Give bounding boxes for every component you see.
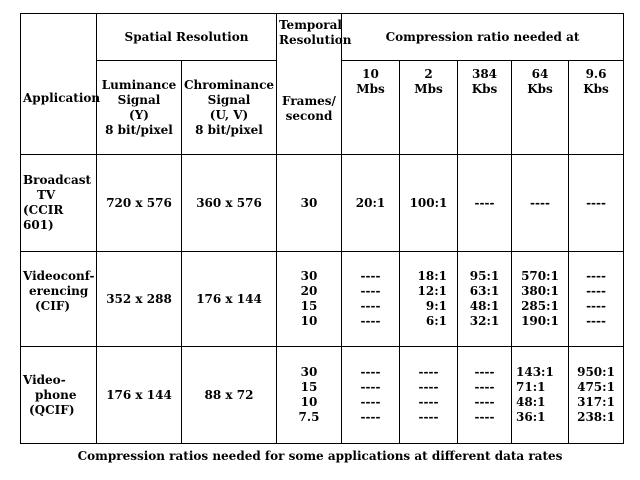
header-chrominance-line-4: 8 bit/pixel	[195, 122, 263, 137]
row-chrominance: 360 x 576	[182, 155, 277, 252]
row-ratio-value: ----	[418, 410, 439, 424]
row-ratio-9-6kbs	[569, 347, 624, 444]
row-ratio-value: ----	[418, 380, 439, 394]
header-rate-2mbs-value: 2	[424, 67, 433, 81]
row-ratio-value: 238:1	[577, 410, 615, 424]
row-ratio-10mbs: 20:1	[342, 155, 400, 252]
row-app-line: erencing	[29, 283, 89, 298]
header-temporal	[277, 14, 352, 155]
row-ratio-value: ----	[360, 269, 381, 283]
row-ratio-value: ----	[360, 380, 381, 394]
row-ratio-value: ----	[474, 395, 495, 409]
row-fps-value: 10	[300, 395, 318, 409]
row-ratio-value: 190:1	[521, 314, 559, 328]
row-ratio-64kbs	[512, 252, 569, 347]
row-ratio-value: ----	[360, 284, 381, 298]
row-fps	[277, 252, 342, 347]
row-luminance: 176 x 144	[97, 347, 182, 444]
row-ratio-2mbs	[400, 252, 458, 347]
row-ratio-value: ----	[360, 365, 381, 379]
row-luminance: 720 x 576	[97, 155, 182, 252]
row-ratio-value: ----	[586, 284, 606, 298]
row-ratio-value: 12:1	[417, 284, 447, 298]
table-row	[21, 252, 624, 347]
header-frames-line-1: Frames/	[282, 94, 336, 108]
row-ratio-value: 63:1	[469, 284, 500, 298]
row-ratio-384kbs	[458, 252, 512, 347]
header-frames-line-2: second	[285, 109, 333, 123]
row-ratio-value: 950:1	[577, 365, 615, 379]
row-ratio-value: 570:1	[521, 269, 559, 283]
table-caption: Compression ratios needed for some applications at different data rates	[77, 449, 563, 463]
row-app-line: TV	[37, 188, 56, 202]
header-spatial: Spatial Resolution	[97, 14, 277, 61]
row-ratio-384kbs	[458, 347, 512, 444]
row-ratio-value: 285:1	[521, 299, 559, 313]
header-rate-9-6kbs-value: 9.6	[585, 67, 607, 81]
row-ratio-10mbs	[342, 347, 400, 444]
row-ratio-value: ----	[474, 380, 495, 394]
header-application-label: Application	[23, 91, 101, 105]
row-fps-value: 7.5	[298, 410, 320, 424]
row-app-line: (CCIR 601)	[23, 203, 64, 232]
header-luminance-line-3: (Y)	[129, 107, 149, 122]
header-chrominance-line-1: Chrominance	[184, 77, 275, 92]
row-app-line: (QCIF)	[29, 402, 75, 417]
row-ratio-value: 18:1	[417, 269, 447, 283]
compression-table	[20, 13, 624, 444]
row-ratio-value: 95:1	[469, 269, 500, 283]
header-rate-384kbs-value: 384	[471, 67, 498, 81]
row-ratio-value: ----	[586, 299, 606, 313]
row-ratio-10mbs	[342, 252, 400, 347]
row-ratio-2mbs: 100:1	[400, 155, 458, 252]
row-fps: 30	[277, 155, 342, 252]
row-app-line: (CIF)	[35, 298, 71, 313]
header-rate-384kbs-unit: Kbs	[471, 82, 498, 96]
row-ratio-9-6kbs	[569, 252, 624, 347]
header-rate-2mbs-unit: Mbs	[414, 82, 443, 96]
row-ratio-value: ----	[360, 314, 381, 328]
row-ratio-value: ----	[418, 365, 439, 379]
row-ratio-value: 71:1	[516, 380, 546, 394]
row-app-line: Broadcast	[23, 173, 92, 187]
row-ratio-value: ----	[360, 395, 381, 409]
header-compression: Compression ratio needed at	[342, 14, 624, 61]
row-ratio-value: ----	[360, 299, 381, 313]
header-rate-9-6kbs	[569, 61, 624, 155]
row-ratio-9-6kbs: ----	[569, 155, 624, 252]
header-luminance-line-2: Signal	[117, 92, 161, 107]
row-ratio-value: 48:1	[469, 299, 500, 313]
row-fps-value: 30	[300, 365, 318, 379]
row-fps-value: 15	[300, 380, 318, 394]
header-temporal-line-2: Resolution	[279, 33, 352, 47]
header-rate-10mbs-unit: Mbs	[356, 82, 385, 96]
row-app-line: Videoconf-	[23, 268, 95, 283]
header-luminance-line-1: Luminance	[101, 77, 177, 92]
header-rate-10mbs	[342, 61, 400, 155]
row-ratio-value: 143:1	[516, 365, 554, 379]
header-rate-10mbs-value: 10	[362, 67, 379, 81]
header-rate-2mbs	[400, 61, 458, 155]
row-app	[21, 347, 97, 444]
header-rate-9-6kbs-unit: Kbs	[583, 82, 609, 96]
table-row	[21, 347, 624, 444]
row-ratio-64kbs: ----	[512, 155, 569, 252]
row-app-line: Video-	[23, 372, 66, 387]
row-fps-value: 30	[300, 269, 318, 283]
row-luminance: 352 x 288	[97, 252, 182, 347]
row-ratio-value: 317:1	[577, 395, 615, 409]
table-row	[21, 155, 624, 252]
row-ratio-value: 6:1	[425, 314, 447, 328]
row-ratio-value: 36:1	[516, 410, 546, 424]
header-application	[21, 14, 101, 155]
row-app	[21, 155, 97, 252]
row-chrominance: 176 x 144	[182, 252, 277, 347]
row-fps	[277, 347, 342, 444]
row-app	[21, 252, 97, 347]
row-fps-value: 20	[300, 284, 318, 298]
header-temporal-line-1: Temporal	[279, 18, 342, 32]
header-chrominance	[182, 61, 277, 155]
header-chrominance-line-3: (U, V)	[209, 107, 249, 122]
row-ratio-value: ----	[586, 314, 606, 328]
header-rate-64kbs	[512, 61, 569, 155]
row-chrominance: 88 x 72	[182, 347, 277, 444]
row-app-line: phone	[35, 387, 77, 402]
row-ratio-value: ----	[474, 410, 495, 424]
header-rate-64kbs-value: 64	[531, 67, 549, 81]
row-ratio-value: 475:1	[577, 380, 615, 394]
row-fps-value: 15	[300, 299, 318, 313]
row-ratio-value: ----	[418, 395, 439, 409]
header-rate-384kbs	[458, 61, 512, 155]
row-ratio-value: 380:1	[521, 284, 559, 298]
row-ratio-64kbs	[512, 347, 569, 444]
row-ratio-value: 9:1	[425, 299, 447, 313]
row-ratio-value: ----	[360, 410, 381, 424]
row-fps-value: 10	[300, 314, 318, 328]
row-ratio-value: 48:1	[516, 395, 546, 409]
row-ratio-value: 32:1	[469, 314, 500, 328]
row-ratio-2mbs	[400, 347, 458, 444]
row-ratio-value: ----	[474, 365, 495, 379]
row-ratio-384kbs: ----	[458, 155, 512, 252]
header-luminance-line-4: 8 bit/pixel	[105, 122, 173, 137]
row-ratio-value: ----	[586, 269, 606, 283]
header-chrominance-line-2: Signal	[207, 92, 251, 107]
header-rate-64kbs-unit: Kbs	[527, 82, 553, 96]
header-luminance	[97, 61, 182, 155]
